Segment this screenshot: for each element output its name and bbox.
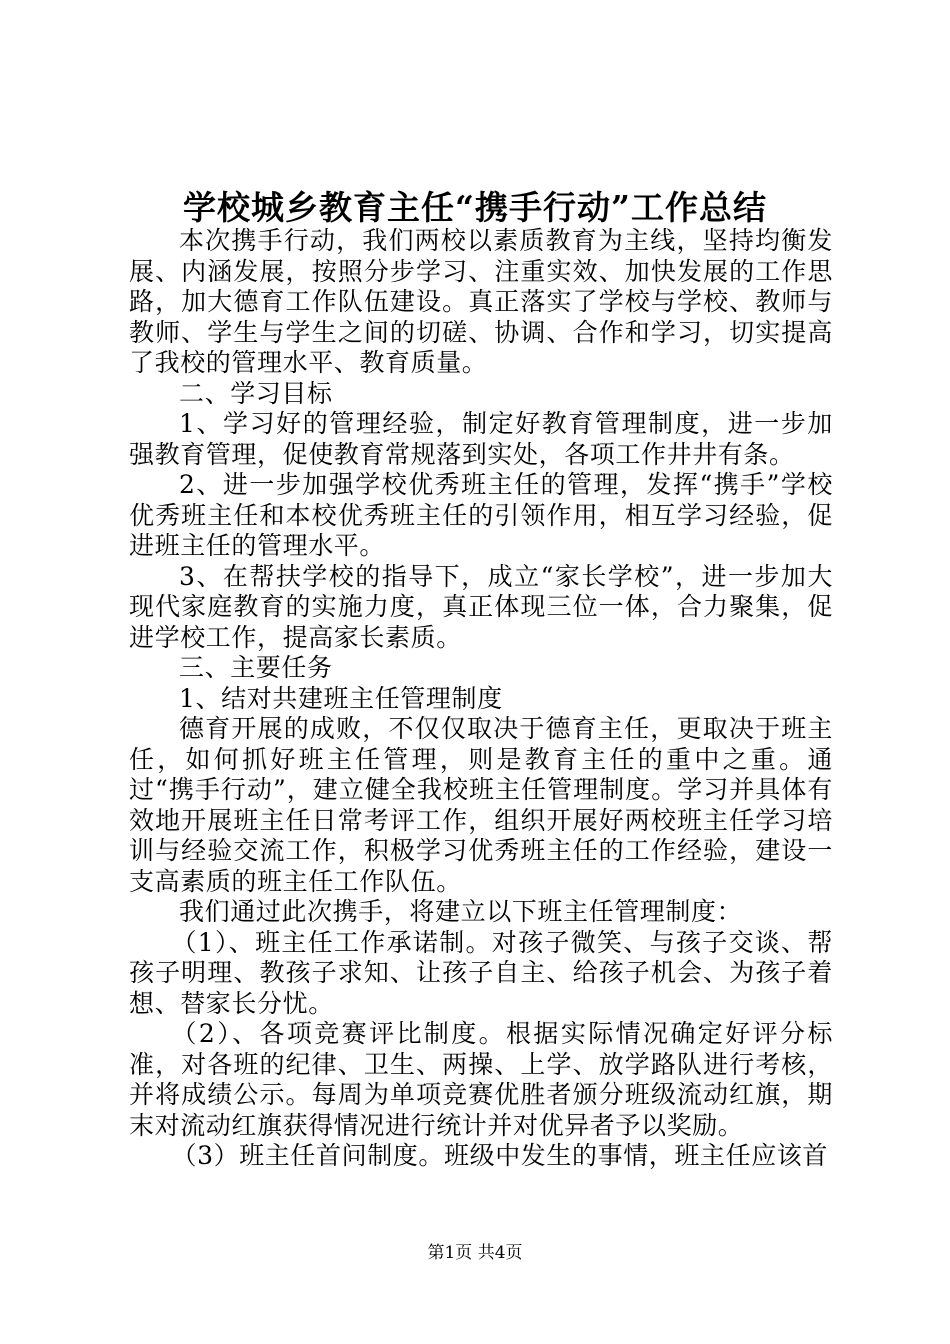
- goal-item-1: 1、学习好的管理经验，制定好教育管理制度，进一步加强教育管理，促使教育常规落到实处，各项工作井井有条。: [129, 409, 833, 469]
- intro-paragraph: 本次携手行动，我们两校以素质教育为主线，坚持均衡发展、内涵发展，按照分步学习、注重实效、加快发展的工作思路，加大德育工作队伍建设。真正落实了学校与学校、教师与教师、学生与学生之间的切磋、协调、合作和学习，切实提高了我校的管理水平、教育质量。: [129, 226, 833, 377]
- system-intro-paragraph: 我们通过此次携手，将建立以下班主任管理制度：: [179, 897, 743, 926]
- task-paragraph: 德育开展的成败，不仅仅取决于德育主任，更取决于班主任，如何抓好班主任管理，则是教育主任的重中之重。通过“携手行动”，建立健全我校班主任管理制度。学习并具体有效地开展班主任日常考评工作，组织开展好两校班主任学习培训与经验交流工作，积极学习优秀班主任的工作经验，建设一支高素质的班主任工作队伍。: [129, 714, 833, 896]
- system-item-1: （1）、班主任工作承诺制。对孩子微笑、与孩子交谈、帮孩子明理、教孩子求知、让孩子自主、给孩子机会、为孩子着想、替家长分忧。: [129, 927, 833, 1018]
- system-item-3: （3）班主任首问制度。班级中发生的事情，班主任应该首: [171, 1141, 829, 1170]
- section-heading-goals: 二、学习目标: [179, 378, 333, 408]
- task-subheading-1: 1、结对共建班主任管理制度: [179, 683, 503, 713]
- document-title: 学校城乡教育主任“携手行动”工作总结: [183, 188, 767, 227]
- section-heading-tasks: 三、主要任务: [179, 653, 333, 682]
- goal-item-2: 2、进一步加强学校优秀班主任的管理，发挥“携手”学校优秀班主任和本校优秀班主任的引领作用，相互学习经验，促进班主任的管理水平。: [129, 470, 833, 560]
- goal-item-3: 3、在帮扶学校的指导下，成立“家长学校”，进一步加大现代家庭教育的实施力度，真正体现三位一体，合力聚集，促进学校工作，提高家长素质。: [129, 561, 833, 652]
- system-item-2: （2）、各项竞赛评比制度。根据实际情况确定好评分标准，对各班的纪律、卫生、两操、上学、放学路队进行考核，并将成绩公示。每周为单项竞赛优胜者颁分班级流动红旗，期末对流动红旗获得情况进行统计并对优异者予以奖励。: [129, 1019, 833, 1140]
- document-body: [129, 226, 833, 1172]
- page-number-footer: 第1页 共4页: [427, 1243, 523, 1263]
